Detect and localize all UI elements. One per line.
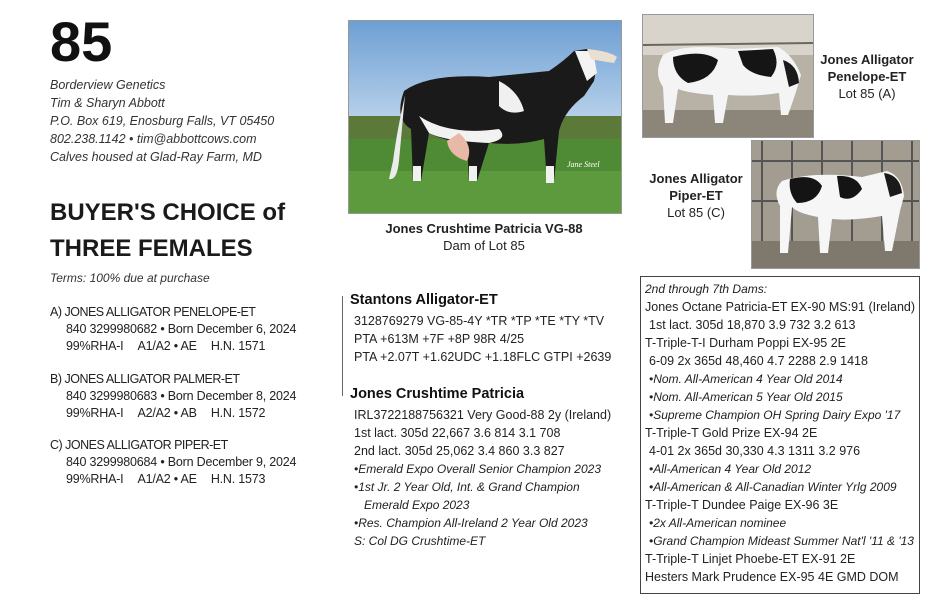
entry-hn: H.N. 1573 (210, 472, 266, 486)
entry-name: C) JONES ALLIGATOR PIPER-ET (50, 438, 228, 452)
consignor-contact (50, 76, 274, 166)
entry-reg: 840 3299980683 (66, 389, 158, 403)
entry-c: C) JONES ALLIGATOR PIPER-ET 840 3299980684 • Born December 9, 2024 99%RHA-I A1/A2 • AE H.N. 1573 (50, 438, 297, 486)
dam-pedigree-line: 4-01 2x 365d 30,330 4.3 1311 3.2 976 (649, 444, 861, 458)
sire-line: PTA +613M +7F +8P 98R 4/25 (354, 332, 525, 346)
dam-line: 2nd lact. 305d 25,062 3.4 860 3.3 827 (354, 444, 565, 458)
terms: Terms: 100% due at purchase (50, 271, 210, 285)
headline-line: THREE FEMALES (50, 235, 253, 262)
dam-pedigree-line: •2x All-American nominee (649, 516, 787, 530)
dam-pedigree-line: •Nom. All-American 5 Year Old 2015 (649, 390, 843, 404)
dam-info (354, 406, 611, 550)
dam-pedigree-line: •All-American & All-Canadian Winter Yrlg 2009 (649, 480, 897, 494)
headline (50, 195, 285, 267)
dam-pedigree-line: T-Triple-T Linjet Phoebe-ET EX-91 2E (645, 552, 856, 566)
piper-caption (642, 170, 750, 221)
penelope-photo (642, 14, 814, 138)
lot-number: 85 (50, 10, 113, 73)
penelope-caption (812, 51, 922, 102)
main-photo-name: Jones Crushtime Patricia VG-88 (385, 221, 583, 236)
dam-pedigree-line: •Nom. All-American 4 Year Old 2014 (649, 372, 843, 386)
consignor-line: 802.238.1142 • tim@abbottcows.com (50, 132, 257, 146)
entry-b: B) JONES ALLIGATOR PALMER-ET 840 3299980683 • Born December 8, 2024 99%RHA-I A2/A2 • AB H.N. 1572 (50, 372, 297, 420)
entry-rha: 99%RHA-I (66, 472, 124, 486)
dams-list (645, 280, 915, 586)
dam-honor: •1st Jr. 2 Year Old, Int. & Grand Champion (354, 480, 580, 494)
dam-pedigree-line: 6-09 2x 365d 48,460 4.7 2288 2.9 1418 (649, 354, 868, 368)
piper-name-2: Piper-ET (669, 188, 723, 203)
dam-honor: •Res. Champion All-Ireland 2 Year Old 2023 (354, 516, 588, 530)
consignor-line: Tim & Sharyn Abbott (50, 96, 165, 110)
entry-a2: A2/A2 • AB (137, 406, 197, 420)
consignor-line: Calves housed at Glad-Ray Farm, MD (50, 150, 262, 164)
sire-info (354, 312, 611, 366)
entry-a: A) JONES ALLIGATOR PENELOPE-ET 840 3299980682 • Born December 6, 2024 99%RHA-I A1/A2 • AE H.N. 1571 (50, 305, 297, 353)
entry-born: Born December 9, 2024 (167, 455, 297, 469)
dam-pedigree-line: •All-American 4 Year Old 2012 (649, 462, 812, 476)
entry-born: Born December 8, 2024 (167, 389, 297, 403)
dam-pedigree-line: Hesters Mark Prudence EX-95 4E GMD DOM (645, 570, 899, 584)
headline-line: BUYER'S CHOICE of (50, 199, 286, 226)
piper-photo (751, 140, 920, 269)
divider (342, 296, 343, 396)
entry-rha: 99%RHA-I (66, 339, 124, 353)
dam-pedigree-line: 1st lact. 305d 18,870 3.9 732 3.2 613 (649, 318, 856, 332)
dam-line: IRL372218875632​1 Very Good-88 2y (Ireland) (354, 408, 612, 422)
entry-name: A) JONES ALLIGATOR PENELOPE-ET (50, 305, 256, 319)
entry-a2: A1/A2 • AE (137, 339, 197, 353)
dam-sire: S: Col DG Crushtime-ET (354, 534, 486, 548)
dam-honor: Emerald Expo 2023 (364, 498, 470, 512)
entry-reg: 840 3299980682 (66, 322, 158, 336)
entry-hn: H.N. 1572 (210, 406, 266, 420)
entry-born: Born December 6, 2024 (167, 322, 297, 336)
entry-hn: H.N. 1571 (210, 339, 266, 353)
photo-credit: Jane Steel (567, 160, 600, 169)
dam-pedigree-line: T-Triple-T-I Durham Poppi EX-95 2E (645, 336, 846, 350)
entry-name: B) JONES ALLIGATOR PALMER-ET (50, 372, 240, 386)
dam-pedigree-line: Jones Octane Patricia-ET EX-90 MS:91 (Ireland) (645, 300, 916, 314)
entry-rha: 99%RHA-I (66, 406, 124, 420)
dam-pedigree-line: •Supreme Champion OH Spring Dairy Expo '17 (649, 408, 901, 422)
entry-reg: 840 3299980684 (66, 455, 158, 469)
dam-pedigree-line: T-Triple-T Dundee Paige EX-96 3E (645, 498, 839, 512)
penelope-name-2: Penelope-ET (827, 69, 907, 84)
sire-line: 3128769279 VG-85-4Y *TR *TP *TE *TY *TV (354, 314, 605, 328)
sire-name: Stantons Alligator-ET (350, 292, 498, 308)
main-cow-photo (348, 20, 622, 214)
consignor-line: Borderview Genetics (50, 78, 166, 92)
entry-a2: A1/A2 • AE (137, 472, 197, 486)
dam-line: 1st lact. 305d 22,667 3.6 814 3.1 708 (354, 426, 561, 440)
consignor-line: P.O. Box 619, Enosburg Falls, VT 05450 (50, 114, 275, 128)
penelope-name-1: Jones Alligator (820, 52, 914, 67)
piper-lot: Lot 85 (C) (667, 205, 725, 220)
penelope-lot: Lot 85 (A) (838, 86, 896, 101)
dam-pedigree-line: •Grand Champion Mideast Summer Nat'l '11 & '13 (649, 534, 914, 548)
dam-honor: •Emerald Expo Overall Senior Champion 2023 (354, 462, 601, 476)
sire-line: PTA +2.07T +1.62UDC +1.18FLC GTPI +2639 (354, 350, 612, 364)
dam-name: Jones Crushtime Patricia (350, 386, 525, 402)
main-photo-sub: Dam of Lot 85 (443, 238, 525, 253)
piper-name-1: Jones Alligator (649, 171, 743, 186)
main-photo-caption (348, 220, 620, 254)
dam-pedigree-line: T-Triple-T Gold Prize EX-94 2E (645, 426, 818, 440)
dams-header: 2nd through 7th Dams: (645, 282, 768, 296)
